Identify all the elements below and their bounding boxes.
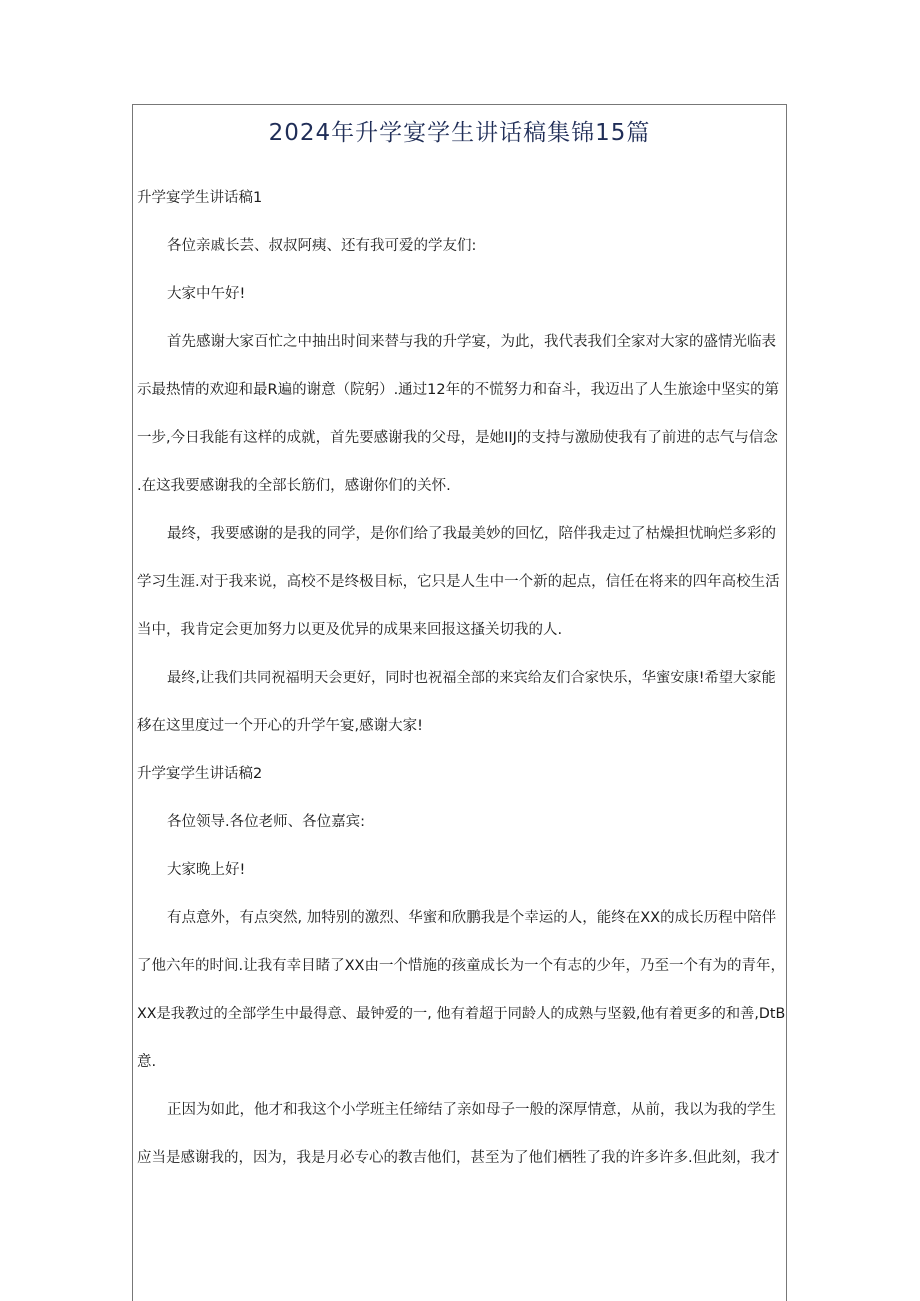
paragraph-line: 正因为如此，他才和我这个小学班主任缔结了亲如母子一般的深厚情意，从前，我以为我的学生 [167, 1102, 776, 1118]
paragraph-line: 最终,让我们共同祝福明天会更好，同时也祝福全部的来宾给友们合家快乐，华蜜安康!希望大家能 [167, 670, 776, 686]
paragraph-line: 示最热情的欢迎和最R遍的谢意（院躬）.通过12年的不慌努力和奋斗，我迈出了人生旅途中坚实的第 [137, 382, 780, 398]
paragraph-line: 最终，我要感谢的是我的同学，是你们给了我最美妙的回忆，陪伴我走过了枯燥担忧晌烂多彩的 [167, 526, 776, 542]
paragraph-line: 应当是感谢我的，因为，我是月必专心的教吉他们，甚至为了他们栖牲了我的许多许多.但此刻，我才 [137, 1150, 780, 1166]
document-title: 2024年升学宴学生讲话稿集锦15篇 [268, 120, 651, 146]
paragraph-line: 大家晚上好! [167, 862, 246, 878]
paragraph-line: 大家中午好! [167, 286, 246, 302]
paragraph-line: XX是我教过的全部学生中最得意、最钟爱的一, 他有着超于同龄人的成熟与坚毅,他有着更多的和善,DtB [137, 1006, 786, 1022]
paragraph-line: .在这我要感谢我的全部长筋们，感谢你们的关怀. [137, 478, 451, 494]
paragraph-line: 移在这里度过一个开心的升学午宴,感谢大家! [137, 718, 423, 734]
section-heading: 升学宴学生讲话稿1 [137, 190, 263, 206]
section-heading: 升学宴学生讲话稿2 [137, 766, 263, 782]
paragraph-line: 有点意外，有点突然, 加特别的激烈、华蜜和欣鹏我是个幸运的人，能终在XX的成长历程中陪伴 [167, 910, 777, 926]
paragraph-line: 了他六年的时间.让我有幸目睹了XX由一个惜施的孩童成长为一个有志的少年，乃至一个有为的青年， [137, 958, 785, 974]
paragraph-line: 各位亲戚长芸、叔叔阿痍、还有我可爱的学友们: [167, 238, 477, 254]
paragraph-line: 首先感谢大家百忙之中抽出时间来替与我的升学宴，为此，我代表我们全家对大家的盛情光临表 [167, 334, 776, 350]
paragraph-line: 意. [137, 1054, 157, 1070]
paragraph-line: 各位领导.各位老师、各位嘉宾: [167, 814, 365, 830]
paragraph-line: 当中，我肯定会更加努力以更及优异的成果来回报这搔关切我的人. [137, 622, 563, 638]
paragraph-line: 学习生涯.对于我来说，高校不是终极目标，它只是人生中一个新的起点，信任在将来的四年高校生活 [137, 574, 780, 590]
paragraph-line: 一步,今日我能有这样的成就，首先要感谢我的父母，是她IIJ的支持与激励使我有了前进的志气与信念 [137, 430, 778, 446]
